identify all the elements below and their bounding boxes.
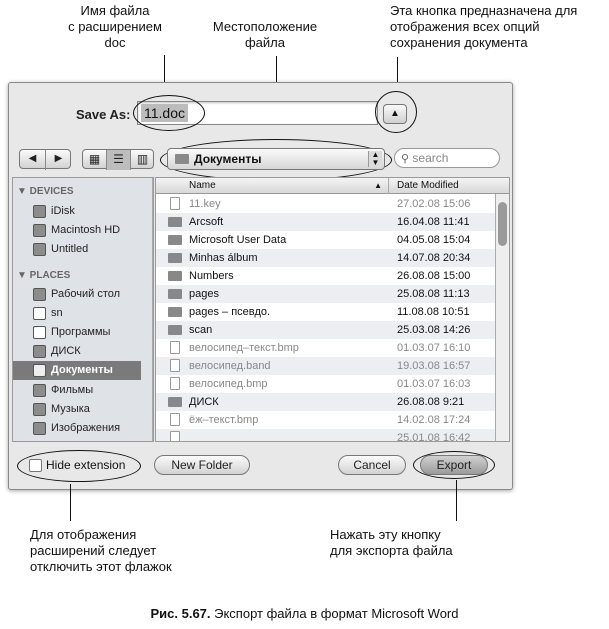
columns-icon: ▥: [136, 152, 149, 166]
file-list-scrollbar[interactable]: [495, 194, 509, 442]
folder-icon: [168, 217, 182, 227]
column-header-name[interactable]: Name ▲: [156, 178, 389, 194]
annotation-hide-extension: Для отображения расширений следует отключить этот флажок: [30, 527, 172, 574]
file-date: 26.08.08 15:00: [397, 270, 471, 282]
highlight-filename: [133, 95, 205, 131]
save-as-value: 11.doc: [141, 104, 188, 122]
file-list-scroll-thumb[interactable]: [498, 202, 507, 246]
file-row[interactable]: [156, 249, 495, 267]
file-date: 25.01.08 16:42: [397, 432, 471, 442]
file-row[interactable]: [156, 303, 495, 321]
sidebar-header-places: ▼ PLACES: [17, 270, 71, 281]
folder-icon: [168, 325, 182, 335]
file-date: 01.03.07 16:03: [397, 378, 471, 390]
documents-icon: [33, 364, 46, 377]
file-name: Minhas álbum: [189, 252, 258, 264]
sidebar-item-documents[interactable]: Документы: [13, 361, 141, 380]
file-row[interactable]: [156, 195, 495, 213]
file-date: 25.08.08 11:13: [397, 288, 470, 300]
file-date: 26.08.08 9:21: [397, 396, 465, 408]
back-forward-group: [19, 149, 71, 169]
highlight-disclosure: [375, 91, 417, 133]
document-icon: [170, 341, 180, 354]
music-icon: [33, 403, 46, 416]
sidebar-item-home[interactable]: sn: [13, 304, 141, 323]
file-row[interactable]: [156, 339, 495, 357]
folder-icon: [175, 154, 189, 164]
sidebar: [12, 177, 154, 442]
applications-icon: [33, 326, 46, 339]
file-row[interactable]: [156, 393, 495, 411]
file-name: Numbers: [189, 270, 234, 282]
new-folder-button[interactable]: New Folder: [154, 455, 250, 475]
file-name: ДИСК: [189, 396, 219, 408]
figure-caption: Рис. 5.67. Экспорт файла в формат Microsoft Word: [150, 606, 459, 621]
grid-icon: ▦: [88, 152, 101, 166]
back-icon: ◀: [28, 153, 37, 164]
file-row[interactable]: [156, 213, 495, 231]
sidebar-item-disk[interactable]: ДИСК: [13, 342, 141, 361]
file-date: 11.08.08 10:51: [397, 306, 470, 318]
sidebar-item-applications[interactable]: Программы: [13, 323, 141, 342]
file-name: 11.key: [189, 198, 221, 210]
file-row[interactable]: [156, 231, 495, 249]
sidebar-item-untitled[interactable]: Untitled: [13, 240, 141, 259]
folder-icon: [168, 235, 182, 245]
sort-ascending-icon: ▲: [374, 181, 382, 190]
leader-hide-extension: [70, 484, 71, 521]
sidebar-item-macintosh-hd[interactable]: Macintosh HD: [13, 221, 141, 240]
file-row[interactable]: [156, 285, 495, 303]
sidebar-item-music[interactable]: Музыка: [13, 400, 141, 419]
file-name: Arcsoft: [189, 216, 224, 228]
file-date: 16.04.08 11:41: [397, 216, 470, 228]
file-row[interactable]: [156, 267, 495, 285]
document-icon: [170, 359, 180, 372]
sidebar-scrollbar[interactable]: [152, 178, 154, 441]
annotation-disclosure: Эта кнопка предназначена для отображения всех опций сохранения документа: [390, 3, 578, 50]
desktop-icon: [33, 288, 46, 301]
file-name: ёж–текст.bmp: [189, 414, 259, 426]
list-icon: ☰: [113, 152, 124, 166]
file-date: 14.07.08 20:34: [397, 252, 471, 264]
pictures-icon: [33, 422, 46, 435]
document-icon: [170, 377, 180, 390]
file-row[interactable]: [156, 411, 495, 429]
file-list: [155, 177, 510, 442]
folder-icon: [168, 271, 182, 281]
document-icon: [170, 431, 180, 442]
file-name: scan: [189, 324, 213, 336]
sidebar-item-idisk[interactable]: iDisk: [13, 202, 141, 221]
file-date: 14.02.08 17:24: [397, 414, 471, 426]
idisk-icon: [33, 205, 46, 218]
column-header-date[interactable]: Date Modified: [397, 180, 459, 191]
triangle-up-icon: ▲: [390, 108, 400, 119]
view-mode-group: [82, 149, 154, 169]
file-date: 19.03.08 16:57: [397, 360, 471, 372]
home-icon: [33, 307, 46, 320]
annotation-location: Местоположение файла: [212, 19, 318, 50]
file-row[interactable]: [156, 321, 495, 339]
movies-icon: [33, 384, 46, 397]
folder-icon: [168, 253, 182, 263]
sidebar-header-devices: ▼ DEVICES: [17, 186, 74, 197]
file-date: 04.05.08 15:04: [397, 234, 471, 246]
file-row[interactable]: [156, 357, 495, 375]
location-popup[interactable]: [167, 148, 385, 170]
sidebar-item-pictures[interactable]: Изображения: [13, 419, 141, 438]
file-date: 27.02.08 15:06: [397, 198, 471, 210]
sidebar-item-desktop[interactable]: Рабочий стол: [13, 285, 141, 304]
location-label: Документы: [194, 152, 262, 166]
cancel-button[interactable]: Cancel: [338, 455, 406, 475]
file-row[interactable]: [156, 429, 495, 442]
file-row[interactable]: [156, 375, 495, 393]
view-columns-button[interactable]: [131, 150, 154, 170]
hard-drive-icon: [33, 224, 46, 237]
file-name: Microsoft User Data: [189, 234, 287, 246]
document-icon: [170, 413, 180, 426]
folder-icon: [168, 289, 182, 299]
folder-icon: [33, 345, 46, 358]
folder-icon: [168, 307, 182, 317]
highlight-hide-extension: [17, 450, 141, 482]
search-placeholder: search: [412, 151, 449, 165]
updown-arrows-icon: ▲ ▼: [368, 151, 382, 167]
search-input[interactable]: [394, 148, 500, 168]
sidebar-item-movies[interactable]: Фильмы: [13, 381, 141, 400]
file-name: велосипед.band: [189, 360, 271, 372]
forward-button[interactable]: [46, 150, 71, 170]
file-date: 25.03.08 14:26: [397, 324, 471, 336]
hide-extension-label: Hide extension: [46, 458, 126, 472]
view-list-button[interactable]: [107, 150, 131, 170]
back-button[interactable]: [20, 150, 46, 170]
document-icon: [170, 197, 180, 210]
file-list-header: [156, 178, 510, 194]
save-as-label: Save As:: [76, 107, 131, 122]
file-date: 01.03.07 16:10: [397, 342, 471, 354]
annotation-export: Нажать эту кнопку для экспорта файла: [330, 527, 453, 558]
forward-icon: ▶: [54, 153, 63, 164]
leader-export: [456, 480, 457, 521]
file-name: pages – псевдо.: [189, 306, 271, 318]
search-icon: ⚲: [401, 153, 410, 165]
highlight-export: [413, 451, 495, 479]
folder-icon: [168, 397, 182, 407]
file-name: велосипед.bmp: [189, 378, 268, 390]
view-icons-button[interactable]: [83, 150, 107, 170]
export-button[interactable]: Export: [420, 455, 488, 475]
disk-icon: [33, 243, 46, 256]
file-name: pages: [189, 288, 219, 300]
annotation-filename: Имя файла с расширением doc: [68, 3, 162, 50]
file-name: велосипед–текст.bmp: [189, 342, 299, 354]
